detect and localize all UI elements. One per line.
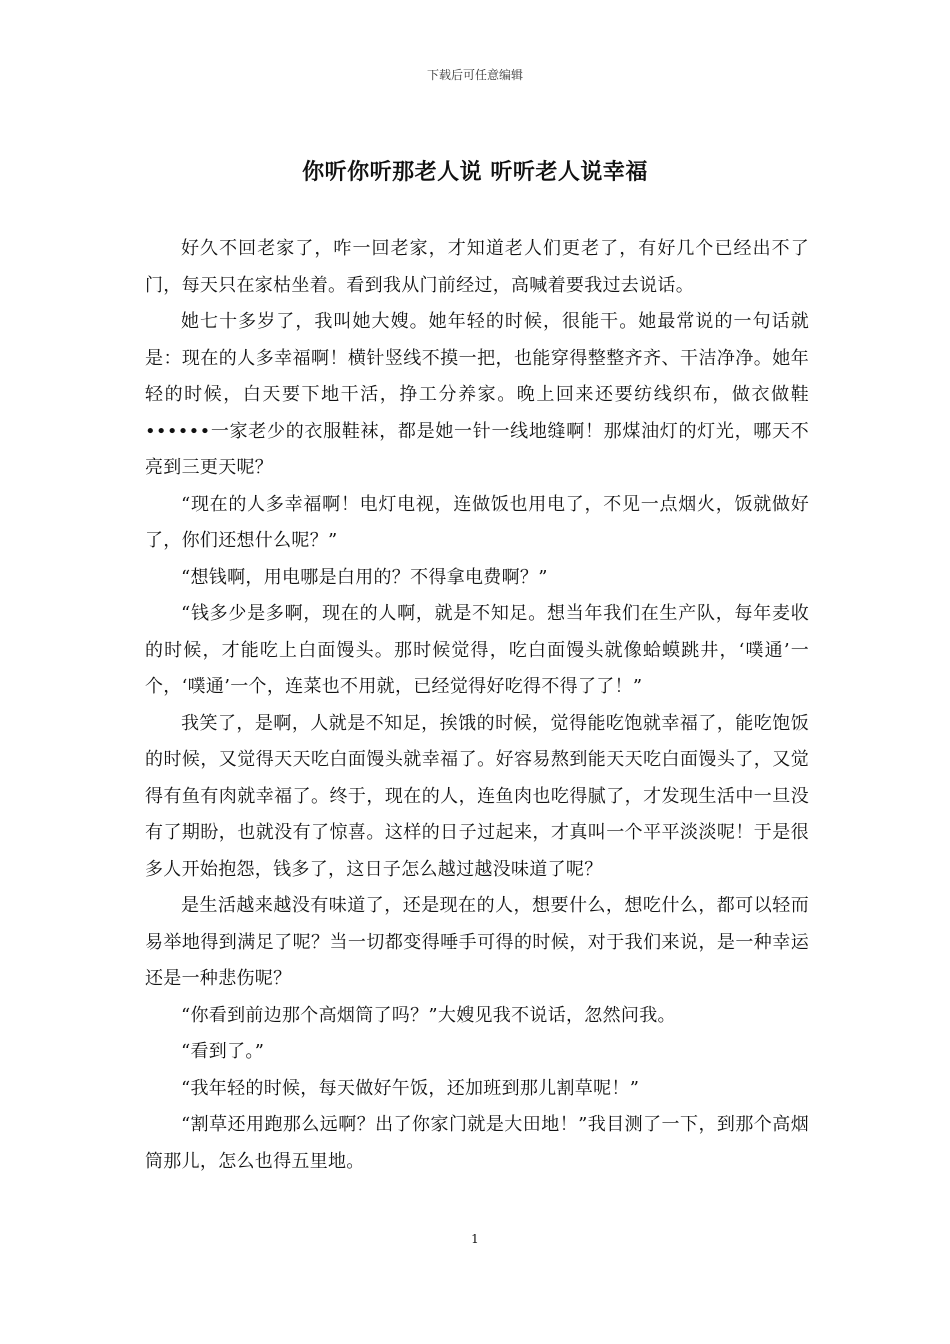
paragraph: 好久不回老家了，咋一回老家，才知道老人们更老了，有好几个已经出不了门，每天只在家枯坐着。看到我从门前经过，高喊着要我过去说话。: [145, 238, 809, 296]
paragraph: “割草还用跑那么远啊？出了你家门就是大田地！”我目测了一下，到那个高烟筒那儿，怎么也得五里地。: [145, 1114, 809, 1172]
article-body: [145, 231, 809, 1180]
document-title: 你听你听那老人说 听听老人说幸福: [302, 159, 648, 185]
paragraph: “现在的人多幸福啊！电灯电视，连做饭也用电了，不见一点烟火，饭就做好了，你们还想什么呢？”: [145, 493, 809, 551]
paragraph: “我年轻的时候，每天做好午饭，还加班到那儿割草呢！”: [181, 1077, 640, 1099]
paragraph: “想钱啊，用电哪是白用的？不得拿电费啊？”: [181, 566, 548, 588]
paragraph: “钱多少是多啊，现在的人啊，就是不知足。想当年我们在生产队，每年麦收的时候，才能吃上白面馒头。那时候觉得，吃白面馒头就像蛤蟆跳井，‘噗通’一个，‘噗通’一个，连菜也不用就，已经觉得好吃得不得了了！”: [145, 603, 809, 697]
paragraph: 我笑了，是啊，人就是不知足，挨饿的时候，觉得能吃饱就幸福了，能吃饱饭的时候，又觉得天天吃白面馒头就幸福了。好容易熬到能天天吃白面馒头了，又觉得有鱼有肉就幸福了。终于，现在的人，连鱼肉也吃得腻了，才发现生活中一旦没有了期盼，也就没有了惊喜。这样的日子过起来，才真叫一个平平淡淡呢！于是很多人开始抱怨，钱多了，这日子怎么越过越没味道了呢？: [145, 712, 809, 880]
paragraph: 是生活越来越没有味道了，还是现在的人，想要什么，想吃什么，都可以轻而易举地得到满足了呢？当一切都变得唾手可得的时候，对于我们来说，是一种幸运还是一种悲伤呢？: [145, 895, 809, 989]
page-header: 下载后可任意编辑: [426, 68, 523, 82]
paragraph: 她七十多岁了，我叫她大嫂。她年轻的时候，很能干。她最常说的一句话就是：现在的人多幸福啊！横针竖线不摸一把，也能穿得整整齐齐、干洁净净。她年轻的时候，白天要下地干活，挣工分养家。晚上回来还要纺线织布，做衣做鞋••••••一家老少的衣服鞋袜，都是她一针一线地缝啊！那煤油灯的灯光，哪天不亮到三更天呢？: [145, 311, 809, 478]
paragraph: “你看到前边那个高烟筒了吗？”大嫂见我不说话，忽然问我。: [181, 1004, 676, 1026]
page-number: 1: [471, 1232, 479, 1246]
paragraph: “看到了。”: [181, 1041, 265, 1062]
